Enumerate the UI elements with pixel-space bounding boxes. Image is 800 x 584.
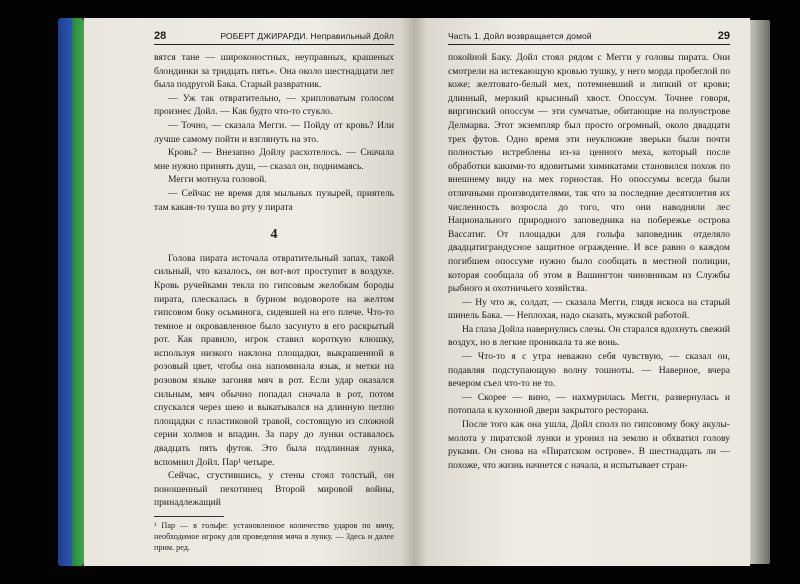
paragraph: Мегги мотнула головой. [168, 174, 267, 186]
paragraph: Голова пирата источала отвратительный запах, такой сильный, что казалось, он вот-вот проступит в воздухе. Кровь ручейками текла по гипсовым желобкам бороды пирата, плескалась в бурном водовороте на желтом гипсовом боку осьминога, сидевшей на его плече. Что-то темное и окровавленное было засунуто в его раскрытый рот. Как правило, игрок ставил короткую клюшку, используя низкого наклона площадки, выкрашенной в розовый цвет, чтобы она напоминала язык, и метки на розовом языке загоняя мяч в рот. Если удар оказался сильным, мяч обычно попадал сначала в рот, потом спускался через шею и выкатывался на длинную петлю площадки с пластиковой травой, состоящую из сложной серии холмов и впадин. За пару до лунки оставалось двадцать пять футов. Это была подлинная лунка, вспомнил Дойл. Пар¹ четыре. [154, 252, 394, 468]
paragraph: Кровь? — Внезапно Дойлу расхотелось. — Сначала мне нужно принять душ, — сказал он, поднимаясь. [154, 147, 394, 172]
paragraph: — Скорее — вино, — нахмурилась Мегги, развернулась и потопала к кухонной двери закрытого ресторана. [448, 391, 730, 417]
footnote-divider [154, 516, 224, 517]
chapter-number: 4 [270, 227, 278, 243]
left-running-title: РОБЕРТ ДЖИРАРДИ. Неправильный Дойл [220, 31, 394, 41]
paragraph: На глаза Дойла навернулись слезы. Он старался вдохнуть свежий воздух, но в легкие проникала та же вонь. [448, 323, 730, 349]
right-page [414, 18, 750, 566]
paragraph: — Уж так отвратительно, — хрипловатым голосом произнес Дойл. — Как будто что-то стукло. [154, 92, 394, 118]
book-cover-edge-left [58, 18, 84, 566]
paragraph: покойной Баку. Дойл стоял рядом с Мегги у головы пирата. Они смотрели на истекающую кровью тушку, у него морда пробеглой по коже; желтовато-белый мех, потемневший и липкий от крови; длинный, мерзкий крысиный хвост. Опоссум. Точнее говоря, виргинский опоссум — эти сумчатые, обитающие на полуострове Делмарва. Этот экземпляр был просто огромный, около двадцати трех футов. Одно время эти неуклюжие зверьки были почти полностью истреблены из-за ценного меха, который после обработки какими-то ядовитыми химикатами становился похож по внешнему виду на мех горностая. Но опоссумы всегда были отличными производителями, так что за последние десятилетия их численность возросла до того, что они наводняли лес Национального природного заповедника на побережье острова Вассатиг. От площадки для гольфа заповедник отделяло двадцатиграндусное защитное ограждение. И все равно о каждом погибшем опоссуме нужно было сообщать в местной полиции, которая сообщала об этом в Вашингтон чиновникам из Службы рыбного и охотничьего хозяйства. [448, 52, 730, 295]
paragraph: вятся тане — широконостных, неуправных, крашеных блондинки за тридцать пять». Она около шестнадцати лет была подругой Бака. Старый развратник. [154, 52, 394, 91]
paragraph: — Что-то я с утра неважно себя чувствую, — сказал он, подавляя подступающую волну тошноты. — Наверное, вчера вечером съел что-то не то. [448, 351, 730, 390]
left-body-text [154, 51, 394, 553]
paragraph: — Ну что ж, солдат, — сказала Мегги, глядя искоса на старый шинель Бака. — Неплохая, надо сказать, мужской работой. [448, 296, 730, 322]
footnote: ¹ Пар — в гольфе: установленное количество ударов по мячу, необходимое игроку для проведения мяча в лунку. — Здесь и далее прим. ред. [154, 521, 394, 552]
paragraph: — Точно, — сказала Мегги. — Пойду от кровь? Или лучше самому пойти и взглянуть на это. [154, 119, 394, 145]
paragraph: После того как она ушла, Дойл сполз по гипсовому боку акулы-молота у пиратской лунки и уронил на землю и обхватил голову руками. Он снова на «Пиратском острове». В шестнадцать ли — похоже, что жизнь начнется с начала, и испытывает стран- [448, 419, 730, 471]
left-running-head [154, 30, 394, 45]
paragraph: — Сейчас не время для мыльных пузырей, приятель там какая-то туша во рту у пирата [154, 187, 394, 213]
right-page-number: 29 [717, 30, 730, 42]
book-page-edges-right [748, 20, 770, 564]
right-body-text [448, 51, 730, 472]
paragraph: Сейчас, сгустившись, у стены стоял толстый, он поношенный пехотинец Второй мировой войны, принадлежащий [154, 470, 394, 509]
right-running-title: Часть 1. Дойл возвращается домой [448, 31, 592, 41]
left-page [84, 18, 414, 566]
right-running-head [448, 30, 730, 45]
left-page-number: 28 [154, 30, 167, 42]
